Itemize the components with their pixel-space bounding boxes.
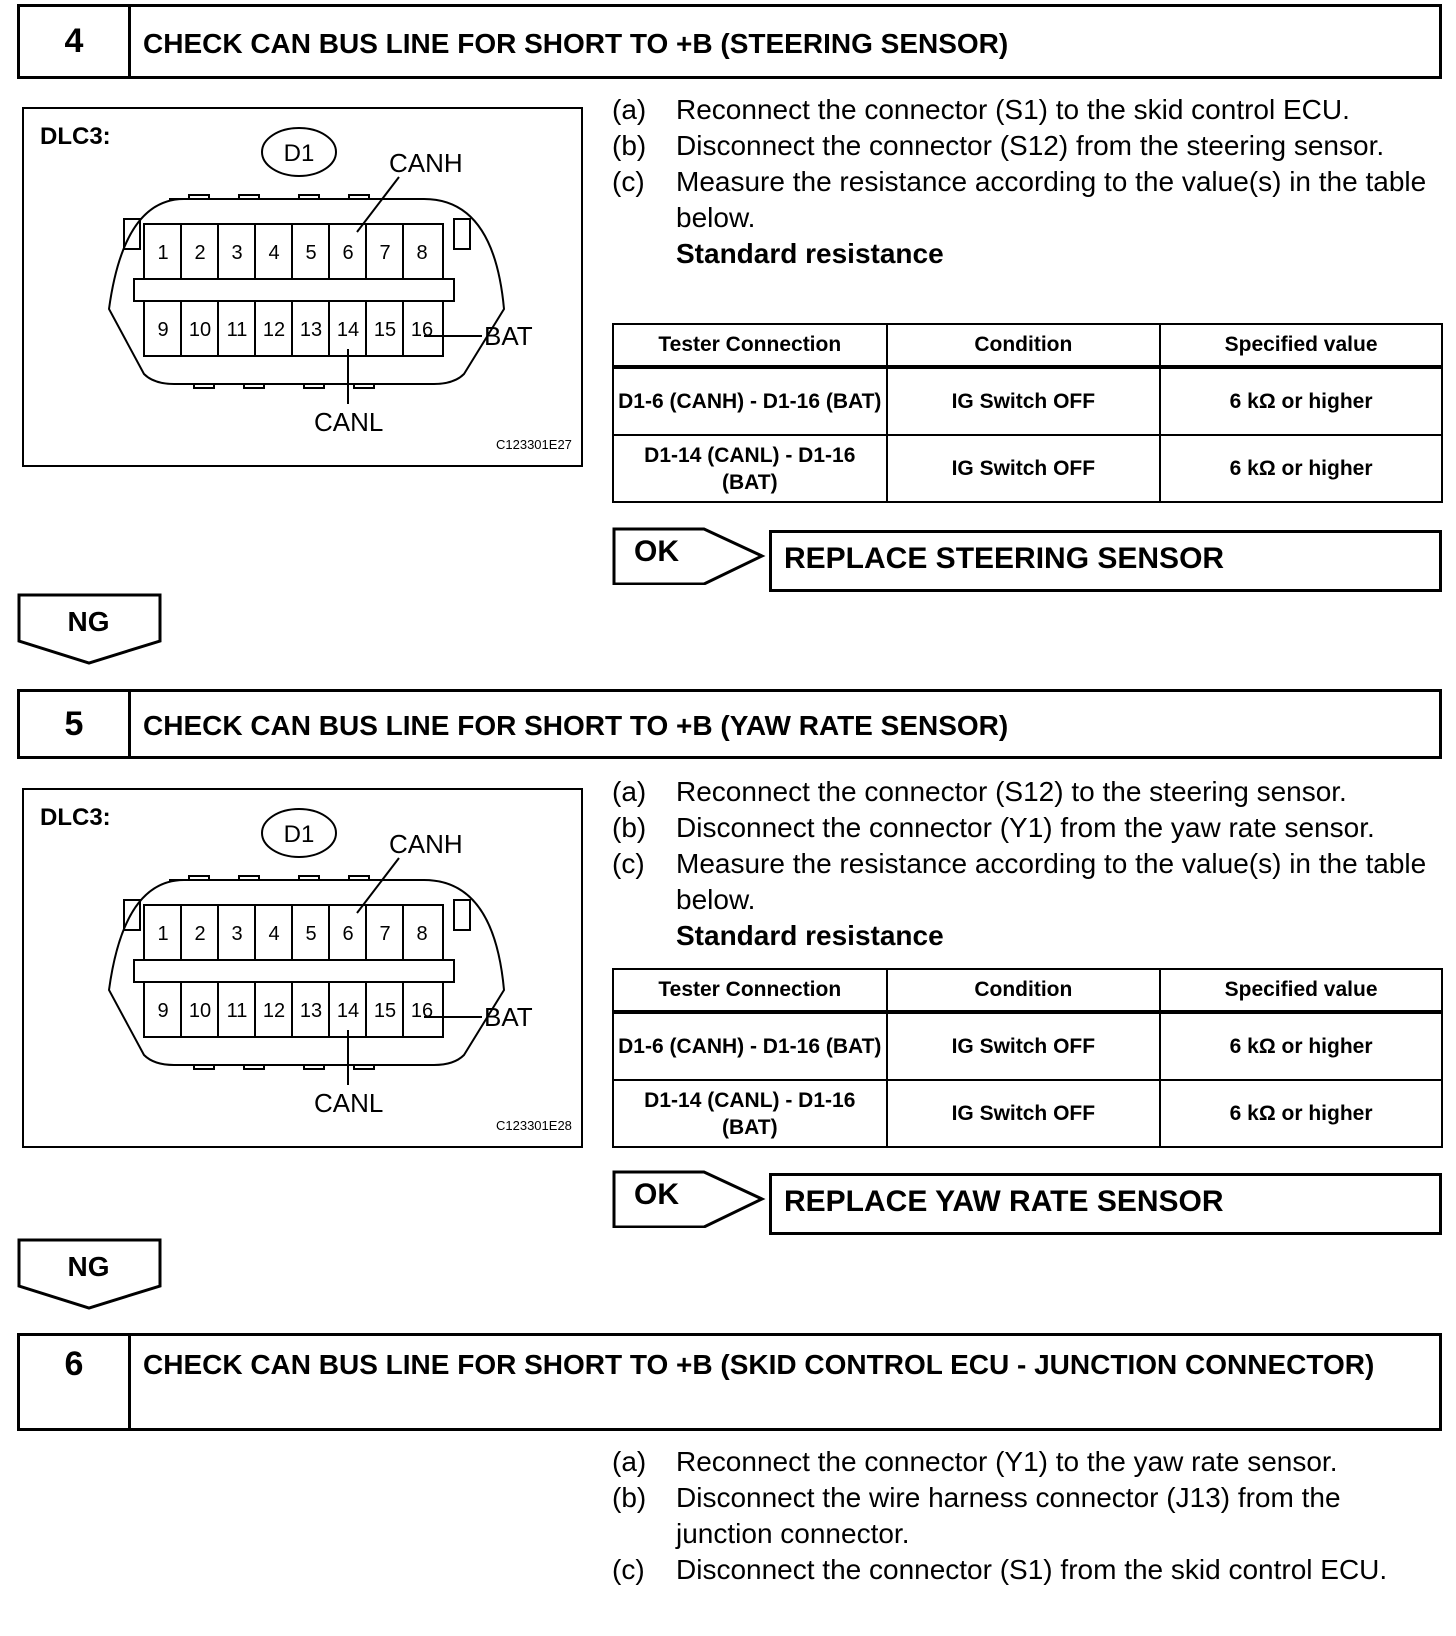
instruction-c: (c) Measure the resistance according to the value(s) in the table below.: [612, 848, 1427, 915]
pin-label: 5: [305, 242, 317, 264]
table-row: D1-14 (CANL) - D1-16 (BAT) IG Switch OFF 6 kΩ or higher: [613, 435, 1442, 502]
pin-label: 3: [231, 923, 243, 945]
bat-label: BAT: [484, 1002, 533, 1032]
table-header: Tester Connection: [613, 969, 887, 1012]
step-6-header: [17, 1333, 1442, 1431]
instruction-b: (b) Disconnect the wire harness connector (J13) from the junction connector.: [612, 1482, 1341, 1549]
connector-name: DLC3:: [40, 123, 111, 150]
pin-label: 15: [373, 1000, 397, 1022]
pin-label: 1: [157, 923, 169, 945]
pin-label: 10: [188, 319, 212, 341]
table-row: D1-14 (CANL) - D1-16 (BAT) IG Switch OFF 6 kΩ or higher: [613, 1080, 1442, 1147]
pin-label: 8: [416, 242, 428, 264]
pin-label: 12: [262, 319, 286, 341]
step-5-spec-table: [612, 968, 1443, 1148]
pin-label: 7: [379, 242, 391, 264]
pin-label: 15: [373, 319, 397, 341]
pin-label: 4: [268, 923, 280, 945]
instruction-c: (c) Disconnect the connector (S1) from the skid control ECU.: [612, 1554, 1388, 1585]
pin-label: 7: [379, 923, 391, 945]
instruction-c: (c) Measure the resistance according to the value(s) in the table below.: [612, 166, 1427, 233]
pin-label: 11: [226, 319, 248, 341]
table-row: D1-6 (CANH) - D1-16 (BAT) IG Switch OFF 6 kΩ or higher: [613, 1012, 1442, 1080]
canl-label: CANL: [314, 1088, 384, 1118]
ok-result-box: REPLACE YAW RATE SENSOR: [769, 1173, 1442, 1235]
ok-result-box: REPLACE STEERING SENSOR: [769, 530, 1442, 592]
image-code: C123301E28: [496, 1118, 572, 1133]
ok-label: OK: [634, 535, 679, 568]
step-6-number: 6: [20, 1336, 131, 1428]
pin-label: 6: [342, 242, 354, 264]
step-4-number: 4: [20, 7, 131, 76]
canl-label: CANL: [314, 407, 384, 437]
image-code: C123301E27: [496, 437, 572, 452]
step-5-header: [17, 689, 1442, 759]
pin-label: 14: [336, 1000, 360, 1022]
pin-label: 12: [262, 1000, 286, 1022]
ng-label: NG: [67, 606, 110, 637]
step-4-ok-branch: [612, 527, 1442, 589]
dlc3-connector-diagram: [24, 109, 585, 469]
step-4-connector-figure: [22, 107, 583, 467]
instruction-a: (a) Reconnect the connector (Y1) to the yaw rate sensor.: [612, 1446, 1338, 1477]
step-4-title: CHECK CAN BUS LINE FOR SHORT TO +B (STEERING SENSOR): [143, 28, 1009, 59]
pin-label: 9: [157, 1000, 169, 1022]
pin-label: 16: [410, 1000, 434, 1022]
pin-label: 3: [231, 242, 243, 264]
pin-label: 10: [188, 1000, 212, 1022]
ng-label: NG: [67, 1251, 110, 1282]
table-header: Condition: [887, 324, 1161, 367]
step-5-number: 5: [20, 692, 131, 756]
pin-label: 1: [157, 242, 169, 264]
pin-label: 4: [268, 242, 280, 264]
pin-label: 5: [305, 923, 317, 945]
pin-label: 2: [194, 923, 206, 945]
pin-label: 16: [410, 319, 434, 341]
pin-label: 13: [299, 319, 323, 341]
table-header: Specified value: [1160, 324, 1442, 367]
step-5-ok-branch: [612, 1170, 1442, 1232]
table-header: Tester Connection: [613, 324, 887, 367]
ok-label: OK: [634, 1178, 679, 1211]
instruction-b: (b) Disconnect the connector (S12) from the steering sensor.: [612, 130, 1385, 161]
standard-resistance-label: Standard resistance: [676, 238, 944, 269]
step-4-instructions: [612, 92, 1442, 272]
bat-label: BAT: [484, 321, 533, 351]
step-5-title: CHECK CAN BUS LINE FOR SHORT TO +B (YAW RATE SENSOR): [143, 710, 1009, 741]
step-4-spec-table: [612, 323, 1443, 503]
pin-label: 13: [299, 1000, 323, 1022]
step-4-ng-branch: [17, 593, 163, 665]
step-6-title: CHECK CAN BUS LINE FOR SHORT TO +B (SKID CONTROL ECU - JUNCTION CONNECTOR): [143, 1349, 1375, 1380]
instruction-a: (a) Reconnect the connector (S1) to the skid control ECU.: [612, 94, 1350, 125]
pin-label: 2: [194, 242, 206, 264]
step-5-connector-figure: [22, 788, 583, 1148]
pin-label: 9: [157, 319, 169, 341]
step-4-header: [17, 4, 1442, 79]
step-5-instructions: [612, 774, 1442, 954]
table-header: Condition: [887, 969, 1161, 1012]
connector-id: D1: [283, 140, 315, 167]
pin-label: 8: [416, 923, 428, 945]
table-header: Specified value: [1160, 969, 1442, 1012]
step-5-ng-branch: [17, 1238, 163, 1310]
canh-label: CANH: [389, 829, 463, 859]
dlc3-connector-diagram: [24, 790, 585, 1150]
standard-resistance-label: Standard resistance: [676, 920, 944, 951]
connector-name: DLC3:: [40, 804, 111, 831]
connector-id: D1: [283, 821, 315, 848]
instruction-a: (a) Reconnect the connector (S12) to the steering sensor.: [612, 776, 1347, 807]
step-6-instructions: [612, 1444, 1442, 1588]
pin-label: 14: [336, 319, 360, 341]
pin-label: 11: [226, 1000, 248, 1022]
canh-label: CANH: [389, 148, 463, 178]
instruction-b: (b) Disconnect the connector (Y1) from the yaw rate sensor.: [612, 812, 1375, 843]
pin-label: 6: [342, 923, 354, 945]
table-row: D1-6 (CANH) - D1-16 (BAT) IG Switch OFF 6 kΩ or higher: [613, 367, 1442, 435]
